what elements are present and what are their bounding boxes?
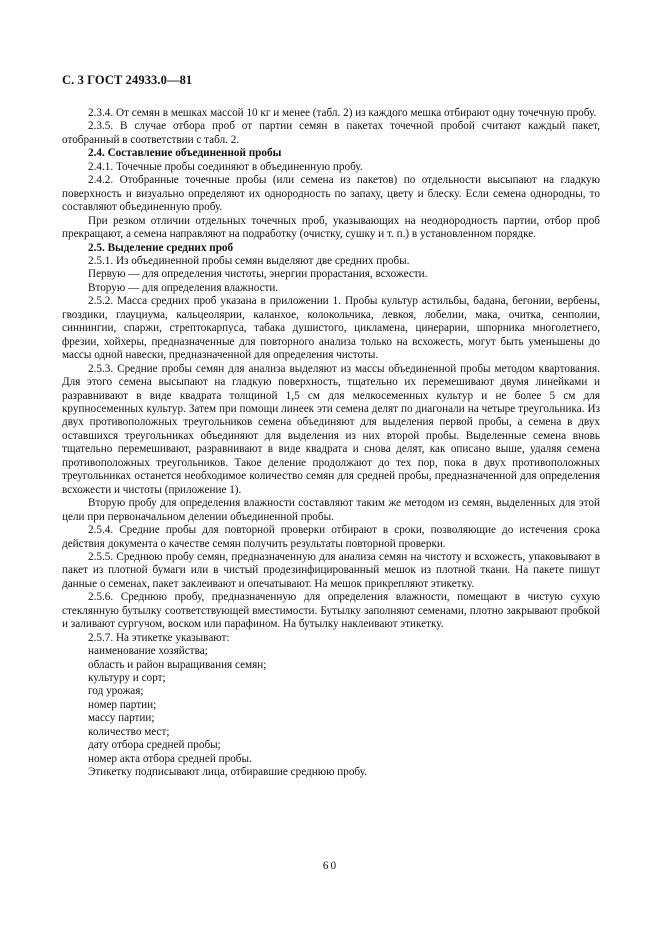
label-list-item: год урожая; [88, 685, 144, 698]
page-header: С. 3 ГОСТ 24933.0—81 [62, 73, 193, 87]
paragraph-first-sample: Первую — для определения чистоты, энергии прорастания, всхожести. [88, 268, 428, 281]
label-list-item: массу партии; [88, 712, 155, 725]
paragraph-2-4-2-cont: При резком отличии отдельных точечных проб, указывающих на неоднородность партии, отбор проб прекращают, а семена направляют на подработку (очистку, сушку и т. п.) в установленном порядке. [62, 214, 600, 241]
paragraph-2-5-6: 2.5.6. Среднюю пробу, предназначенную для определения влажности, помещают в чистую сухую стеклянную бутылку соответствующей вместимости. Бутылку заполняют семенами, плотно закрывают пробкой и заливают сургучом, воском или парафином. На бутылку наклеивают этикетку. [62, 591, 600, 631]
paragraph-2-4-1: 2.4.1. Точечные пробы соединяют в объединенную пробу. [88, 160, 363, 173]
paragraph-2-5-5: 2.5.5. Среднюю пробу семян, предназначенную для анализа семян на чистоту и всхожесть, упаковывают в пакет из плотной бумаги или в чистый продезинфицированный мешок из плотной ткани. На пакете пишут данные о семенах, пакет заклеивают и опечатывают. На мешок прикрепляют этикетку. [62, 550, 600, 590]
label-list-item: культуру и сорт; [88, 672, 166, 685]
paragraph-2-5-3-cont: Вторую пробу для определения влажности составляют таким же методом из семян, выделенных для этой цели при первоначальном делении объединенной пробы. [62, 497, 600, 523]
section-heading-2-4: 2.4. Составление объединенной пробы [88, 147, 282, 160]
paragraph-2-5-3: 2.5.3. Средние пробы семян для анализа выделяют из массы объединенной пробы методом квартования. Для этого семена высыпают на гладкую поверхность, тщательно их перемешивают двумя линейками и разравнивают в виде квадрата толщиной 1,5 см для мелкосеменных культур и не более 5 см для крупносеменных культур. Затем при помощи линеек эти семена делят по диагонали на четыре треугольника. Из двух противоположных треугольников семена объединяют для выделения первой пробы, а семена в двух оставшихся треугольниках объединяют для выделения из них второй пробы. Выделенные семена вновь тщательно перемешивают, разравнивают в виде квадрата и снова делят, как описано выше, удаляя семена противоположных треугольников. Такое деление продолжают до тех пор, пока в двух противоположных треугольниках останется необходимое количество семян для средней пробы, предназначенной для определения всхожести и чистоты (приложение 1). [62, 362, 600, 496]
label-list-item: номер акта отбора средней пробы. [88, 752, 252, 765]
label-list-item: количество мест; [88, 725, 170, 738]
paragraph-2-3-4: 2.3.4. От семян в мешках массой 10 кг и менее (табл. 2) из каждого мешка отбирают одну точечную пробу. [88, 107, 597, 119]
paragraph-2-5-1: 2.5.1. Из объединенной пробы семян выделяют две средних пробы. [88, 254, 410, 267]
label-list-item: наименование хозяйства; [88, 645, 208, 658]
paragraph-2-5-7: 2.5.7. На этикетке указывают: [88, 631, 230, 644]
paragraph-label-signature: Этикетку подписывают лица, отбиравшие среднюю пробу. [88, 766, 367, 779]
label-list-item: номер партии; [88, 698, 157, 711]
paragraph-2-3-5: 2.3.5. В случае отбора проб от партии семян в пакетах точечной пробой считают каждый пакет, отобранный в соответствии с табл. 2. [62, 120, 600, 146]
label-list-item: область и район выращивания семян; [88, 658, 267, 671]
section-heading-2-5: 2.5. Выделение средних проб [88, 241, 234, 254]
paragraph-2-5-2: 2.5.2. Масса средних проб указана в приложении 1. Пробы культур астильбы, бадана, бегонии, вербены, гвоздики, глауциума, кальцеолярии, каланхое, колокольчика, левкоя, лобелии, мака, очитка, сенполии, синнингии, спаржи, стрептокарпуса, табака душистого, цикламена, цинерарии, шпорника многолетнего, фрезии, хойхеры, предназначенные для повторного анализа только на всхожесть, могут быть уменьшены до массы одной навески, предназначенной для определения чистоты. [62, 295, 600, 362]
paragraph-second-sample: Вторую — для определения влажности. [88, 281, 279, 294]
label-list-item: дату отбора средней пробы; [88, 739, 221, 752]
paragraph-2-5-4: 2.5.4. Средние пробы для повторной проверки отбирают в сроки, позволяющие до истечения срока действия документа о качестве семян получить результаты повторной проверки. [62, 524, 600, 550]
paragraph-2-4-2: 2.4.2. Отобранные точечные пробы (или семена из пакетов) по отдельности высыпают на гладкую поверхность и визуально определяют их однородность по запаху, цвету и блеску. Если семена однородны, то составляют объединенную пробу. [62, 174, 600, 214]
document-body [62, 107, 600, 780]
page-number: 60 [322, 860, 339, 872]
